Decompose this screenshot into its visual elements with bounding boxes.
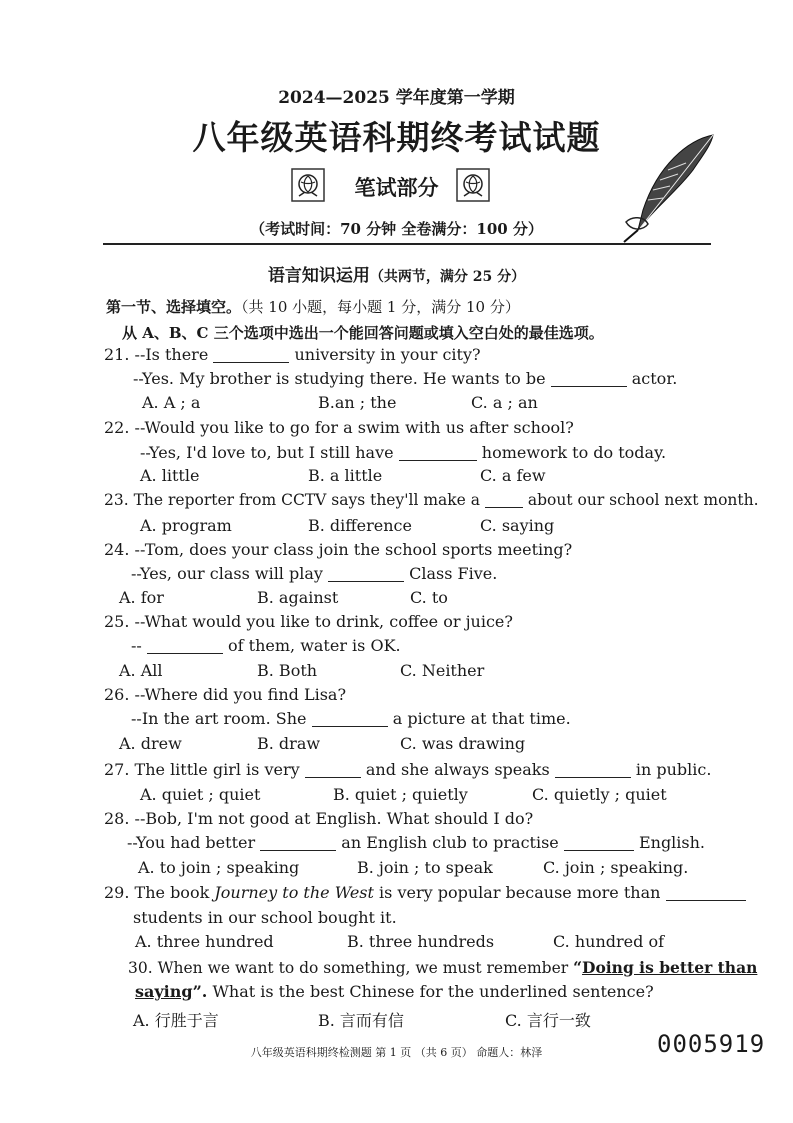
question-21: [104, 345, 481, 364]
answer-blank: [555, 761, 631, 778]
option-a: A. to join ; speaking: [138, 858, 300, 877]
question-22-reply: [140, 443, 666, 462]
question-30-cont: [135, 982, 654, 1001]
answer-blank: [399, 444, 477, 461]
question-22: 22. --Would you like to go for a swim with us after school?: [104, 418, 574, 437]
answer-blank: [312, 710, 388, 727]
answer-blank: [328, 565, 404, 582]
part-title: 第一节、选择填空。: [106, 298, 242, 316]
option-c: C. quietly ; quiet: [532, 785, 667, 804]
question-25-reply: [131, 636, 401, 655]
question-30: [128, 958, 757, 977]
option-c: C. 言行一致: [505, 1011, 591, 1030]
quote-mark: ”.: [192, 982, 208, 1001]
question-text: university in your city?: [294, 345, 481, 364]
question-29-cont: students in our school bought it.: [133, 908, 397, 927]
option-c: C. was drawing: [400, 734, 526, 753]
option-c: C. join ; speaking.: [543, 858, 689, 877]
option-b: B. join ; to speak: [357, 858, 493, 877]
option-b: B. difference: [308, 516, 412, 535]
option-a: A. program: [140, 516, 232, 535]
option-b: B. against: [257, 588, 339, 607]
question-text: --You had better: [127, 833, 256, 852]
option-b: B. a little: [308, 466, 383, 485]
option-a: A. three hundred: [135, 932, 274, 951]
part-note: （共 10 小题，每小题 1 分，满分 10 分）: [241, 298, 520, 316]
question-text: 30. When we want to do something, we must remember: [128, 959, 569, 977]
question-26-reply: [131, 709, 571, 728]
question-text: homework to do today.: [481, 443, 667, 462]
section-note: （共两节，满分 25 分）: [369, 269, 526, 285]
question-25: 25. --What would you like to drink, coffee or juice?: [104, 612, 513, 631]
question-text: --In the art room. She: [131, 709, 307, 728]
question-text: --Yes, our class will play: [131, 564, 323, 583]
option-c: C. a ; an: [471, 393, 538, 412]
answer-blank: [305, 761, 361, 778]
answer-blank: [551, 370, 627, 387]
question-24: 24. --Tom, does your class join the school sports meeting?: [104, 540, 573, 559]
question-21-reply: [133, 369, 677, 388]
question-text: --Yes, I'd love to, but I still have: [140, 443, 394, 462]
option-c: C. a few: [480, 466, 546, 485]
option-a: A. 行胜于言: [133, 1011, 219, 1030]
question-text: 23. The reporter from CCTV says they'll make a: [104, 491, 481, 509]
option-a: A. drew: [119, 734, 182, 753]
option-c: C. hundred of: [553, 932, 664, 951]
question-text: of them, water is OK.: [228, 636, 401, 655]
option-a: A. A ; a: [142, 393, 201, 412]
option-b: B. quiet ; quietly: [333, 785, 468, 804]
exam-term: 2024—2025 学年度第一学期: [278, 88, 515, 108]
question-text: --Yes. My brother is studying there. He wants to be: [133, 369, 546, 388]
question-text: a picture at that time.: [392, 709, 571, 728]
option-c: C. saying: [480, 516, 555, 535]
answer-blank: [213, 346, 289, 363]
underlined-sentence: Doing is better than: [582, 958, 758, 977]
question-text: an English club to practise: [341, 833, 559, 852]
option-a: A. for: [119, 588, 164, 607]
option-a: A. little: [140, 466, 200, 485]
question-text: 27. The little girl is very: [104, 760, 300, 779]
answer-blank: [564, 834, 634, 851]
section-heading: [0, 261, 793, 286]
option-c: C. Neither: [400, 661, 485, 680]
option-b: B. 言而有信: [318, 1011, 404, 1030]
question-text: actor.: [631, 369, 678, 388]
divider: [103, 243, 711, 245]
question-27: [104, 760, 711, 779]
question-23: [104, 491, 759, 509]
exam-title: 八年级英语科期终考试试题: [192, 118, 601, 157]
answer-blank: [485, 492, 523, 509]
part-heading: [106, 296, 520, 317]
option-b: B. draw: [257, 734, 321, 753]
question-text: Class Five.: [409, 564, 498, 583]
option-b: B. three hundreds: [347, 932, 495, 951]
question-text: is very popular because more than: [379, 883, 661, 902]
question-text: about our school next month.: [527, 491, 759, 509]
question-text: --: [131, 636, 142, 655]
answer-blank: [260, 834, 336, 851]
exam-info: （考试时间：70 分钟 全卷满分：100 分）: [250, 220, 543, 238]
quote-mark: “: [573, 958, 583, 977]
option-b: B. Both: [257, 661, 318, 680]
question-text: and she always speaks: [365, 760, 550, 779]
question-text: 29. The book: [104, 883, 210, 902]
rose-icon: [456, 168, 490, 202]
question-text: in public.: [635, 760, 712, 779]
question-26: 26. --Where did you find Lisa?: [104, 685, 347, 704]
question-28: 28. --Bob, I'm not good at English. What should I do?: [104, 809, 534, 828]
question-28-reply: [127, 833, 705, 852]
question-24-reply: [131, 564, 497, 583]
option-a: A. quiet ; quiet: [140, 785, 261, 804]
underlined-sentence: saying: [135, 982, 193, 1001]
answer-blank: [666, 884, 746, 901]
option-b: B.an ; the: [318, 393, 397, 412]
page-footer: 八年级英语科期终检测题 第 1 页 （共 6 页） 命题人：林泽: [250, 1046, 543, 1059]
question-text: What is the best Chinese for the underlined sentence?: [212, 982, 654, 1001]
serial-number: 0005919: [657, 1030, 766, 1058]
option-c: C. to: [410, 588, 448, 607]
question-text: English.: [638, 833, 706, 852]
answer-blank: [147, 637, 223, 654]
instruction-text: 从 A、B、C 三个选项中选出一个能回答问题或填入空白处的最佳选项。: [122, 324, 604, 342]
book-title: Journey to the West: [214, 883, 374, 902]
section-title: 语言知识运用: [267, 266, 370, 286]
question-text: 21. --Is there: [104, 345, 209, 364]
option-a: A. All: [119, 661, 163, 680]
exam-subtitle: 笔试部分: [354, 175, 439, 200]
question-29: [104, 883, 746, 902]
